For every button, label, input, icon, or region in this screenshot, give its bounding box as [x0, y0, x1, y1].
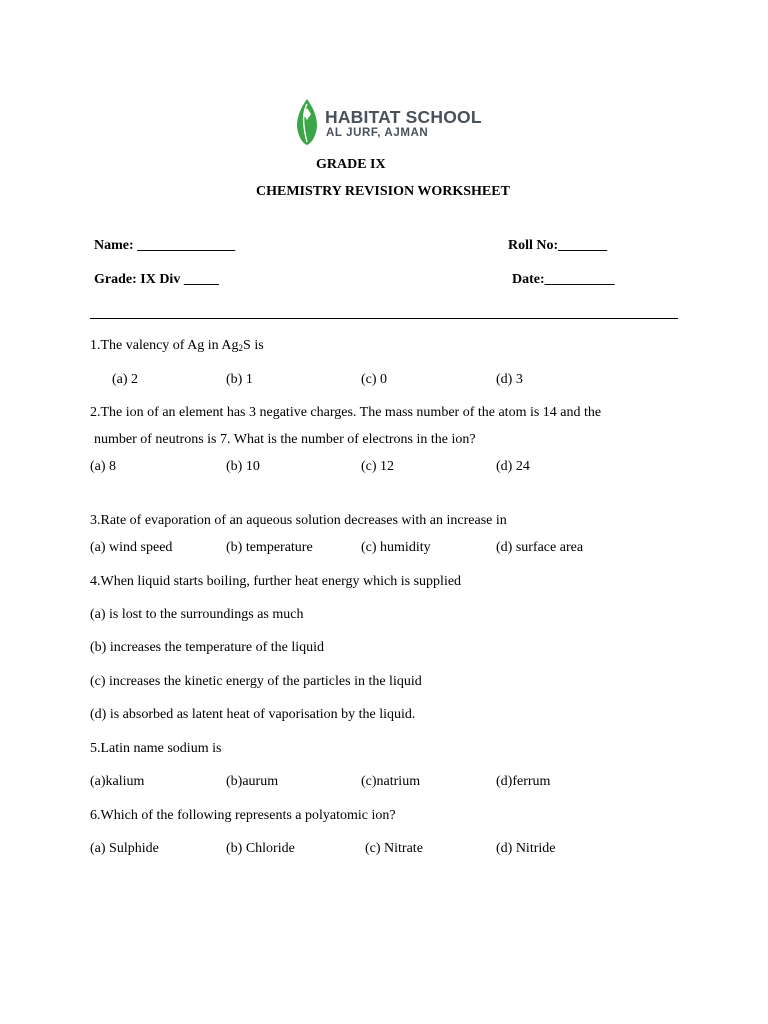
q3-option-b: (b) temperature [226, 540, 313, 555]
question-3: 3.Rate of evaporation of an aqueous solution decreases with an increase in [90, 513, 507, 528]
roll-no-field: Roll No:_______ [508, 238, 608, 253]
school-location: AL JURF, AJMAN [326, 127, 429, 139]
grade-div-field: Grade: IX Div _____ [94, 272, 219, 287]
q1-option-b: (b) 1 [226, 372, 253, 387]
q1-text-suffix: S is [243, 338, 264, 353]
q5-option-d: (d)ferrum [496, 774, 551, 789]
q3-option-d: (d) surface area [496, 540, 584, 555]
q1-text-prefix: 1.The valency of Ag in Ag [90, 338, 239, 353]
question-6: 6.Which of the following represents a polyatomic ion? [90, 808, 396, 823]
worksheet-title: CHEMISTRY REVISION WORKSHEET [256, 184, 510, 199]
question-5: 5.Latin name sodium is [90, 741, 222, 756]
name-field: Name: ______________ [94, 238, 236, 253]
q2-option-c: (c) 12 [361, 459, 395, 474]
q3-option-c: (c) humidity [361, 540, 431, 555]
q2-option-d: (d) 24 [496, 459, 530, 474]
grade-title: GRADE IX [316, 157, 386, 172]
q6-option-d: (d) Nitride [496, 841, 556, 856]
date-field: Date:__________ [512, 272, 615, 287]
q4-option-a: (a) is lost to the surroundings as much [90, 607, 304, 622]
q5-option-c: (c)natrium [361, 774, 421, 789]
school-name: HABITAT SCHOOL [325, 107, 482, 127]
q1-option-c: (c) 0 [361, 372, 388, 387]
leaf-logo-icon [295, 98, 319, 146]
q1-option-d: (d) 3 [496, 372, 523, 387]
question-1 [90, 338, 264, 356]
q4-option-d: (d) is absorbed as latent heat of vaporisation by the liquid. [90, 707, 416, 722]
q6-option-a: (a) Sulphide [90, 841, 159, 856]
divider-line [90, 318, 678, 319]
q2-option-a: (a) 8 [90, 459, 117, 474]
q4-option-b: (b) increases the temperature of the liquid [90, 640, 325, 655]
q3-option-a: (a) wind speed [90, 540, 173, 555]
question-4: 4.When liquid starts boiling, further heat energy which is supplied [90, 574, 462, 589]
question-2-line-1: 2.The ion of an element has 3 negative charges. The mass number of the atom is 14 and the [90, 405, 602, 420]
q4-option-c: (c) increases the kinetic energy of the particles in the liquid [90, 674, 422, 689]
q2-option-b: (b) 10 [226, 459, 260, 474]
q1-subscript: 2 [238, 343, 244, 353]
school-logo [295, 98, 482, 146]
q5-option-a: (a)kalium [90, 774, 145, 789]
q6-option-b: (b) Chloride [226, 841, 295, 856]
q1-option-a: (a) 2 [112, 372, 139, 387]
question-2-line-2: number of neutrons is 7. What is the number of electrons in the ion? [94, 432, 476, 447]
q5-option-b: (b)aurum [226, 774, 279, 789]
q6-option-c: (c) Nitrate [365, 841, 423, 856]
